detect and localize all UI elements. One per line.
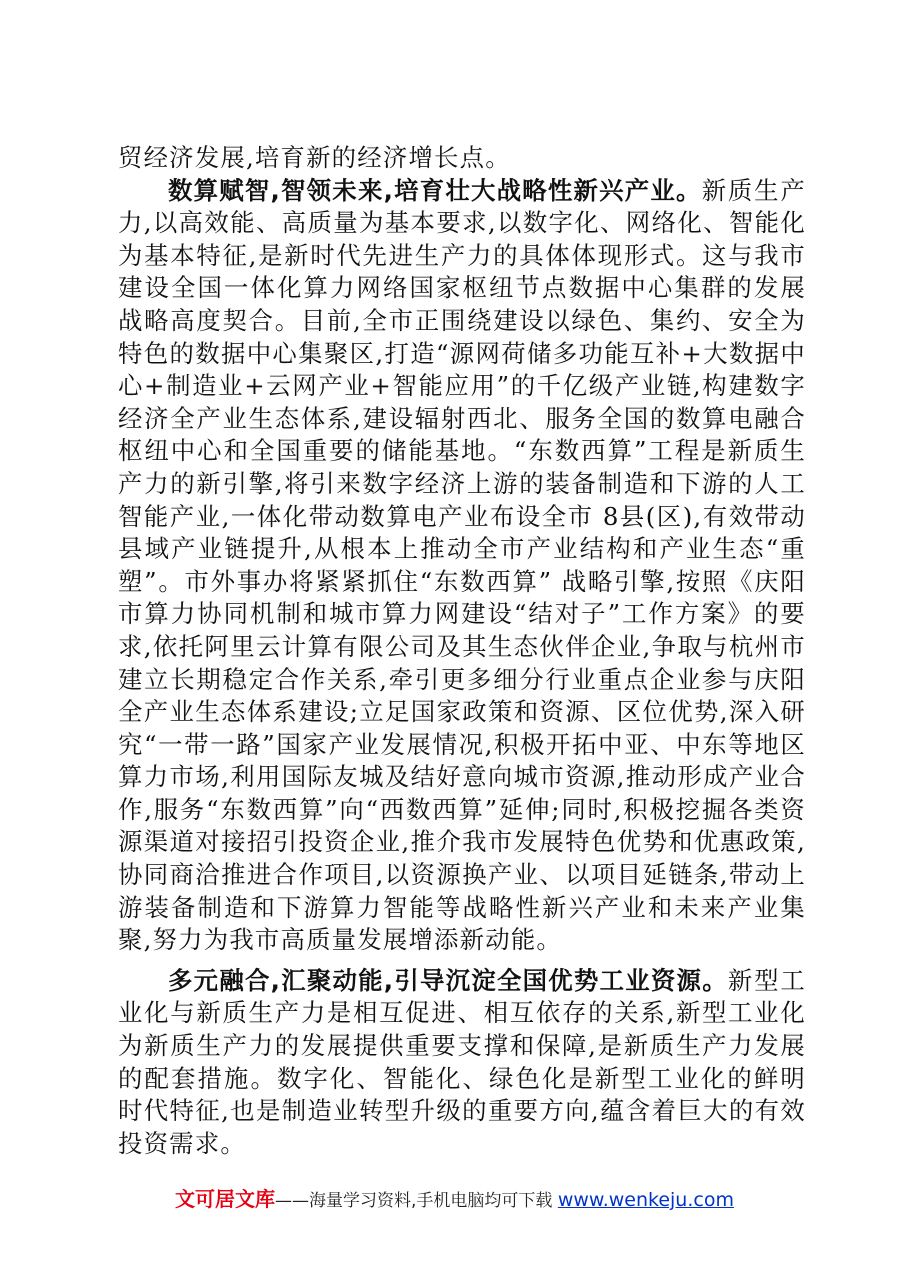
paragraph-text: 新质生产力,以高效能、高质量为基本要求,以数字化、网络化、智能化为基本特征,是新时代先进生产力的具体体现形式。这与我市建设全国一体化算力网络国家枢纽节点数据中心集群的发展战略高度契合。目前,全市正围绕建设以绿色、集约、安全为特色的数据中心集聚区,打造“源网荷储多功能互补+大数据中心+制造业+云网产业+智能应用”的千亿级产业链,构建数字经济全产业生态体系,建设辐射西北、服务全国的数算电融合枢纽中心和全国重要的储能基地。“东数西算”工程是新质生产力的新引擎,将引来数字经济上游的装备制造和下游的人工智能产业,一体化带动数算电产业布设全市 8县(区),有效带动县域产业链提升,从根本上推动全市产业结构和产业生态“重塑”。市外事办将紧紧抓住“东数西算” 战略引擎,按照《庆阳市算力协同机制和城市算力网建设“结对子”工作方案》的要求,依托阿里云计算有限公司及其生态伙伴企业,争取与杭州市建立长期稳定合作关系,牵引更多细分行业重点企业参与庆阳全产业生态体系建设;立足国家政策和资源、区位优势,深入研究“一带一路”国家产业发展情况,积极开拓中亚、中东等地区算力市场,利用国际友城及结好意向城市资源,推动形成产业合作,服务“东数西算”向“西数西算”延伸;同时,积极挖掘各类资源渠道对接招引投资企业,推介我市发展特色优势和优惠政策,协同商洽推进合作项目,以资源换产业、以项目延链条,带动上游装备制造和下游算力智能等战略性新兴产业和未来产业集聚,努力为我市高质量发展增添新动能。 [118, 175, 806, 955]
paragraph-lead: 多元融合,汇聚动能,引导沉淀全国优势工业资源。 [168, 965, 728, 995]
paragraph-lead: 数算赋智,智领未来,培育壮大战略性新兴产业。 [168, 175, 702, 205]
paragraph-digital-compute [118, 175, 806, 957]
document-body [118, 142, 806, 1160]
footer-banner [0, 1183, 909, 1212]
footer-separator: —— [275, 1191, 310, 1211]
paragraph-continuation [118, 142, 806, 175]
footer-site-link[interactable]: www.wenkeju.com [557, 1189, 734, 1211]
footer-brand: 文可居文库 [175, 1187, 276, 1211]
paragraph-text: 贸经济发展,培育新的经济增长点。 [118, 143, 511, 172]
footer-tagline: 海量学习资料,手机电脑均可下载 [309, 1191, 553, 1211]
paragraph-industrial-resources [118, 965, 806, 1161]
paragraph-text: 新型工业化与新质生产力是相互促进、相互依存的关系,新型工业化为新质生产力的发展提供重要支撑和保障,是新质生产力发展的配套措施。数字化、智能化、绿色化是新型工业化的鲜明时代特征,也是制造业转型升级的重要方向,蕴含着巨大的有效投资需求。 [118, 965, 806, 1158]
